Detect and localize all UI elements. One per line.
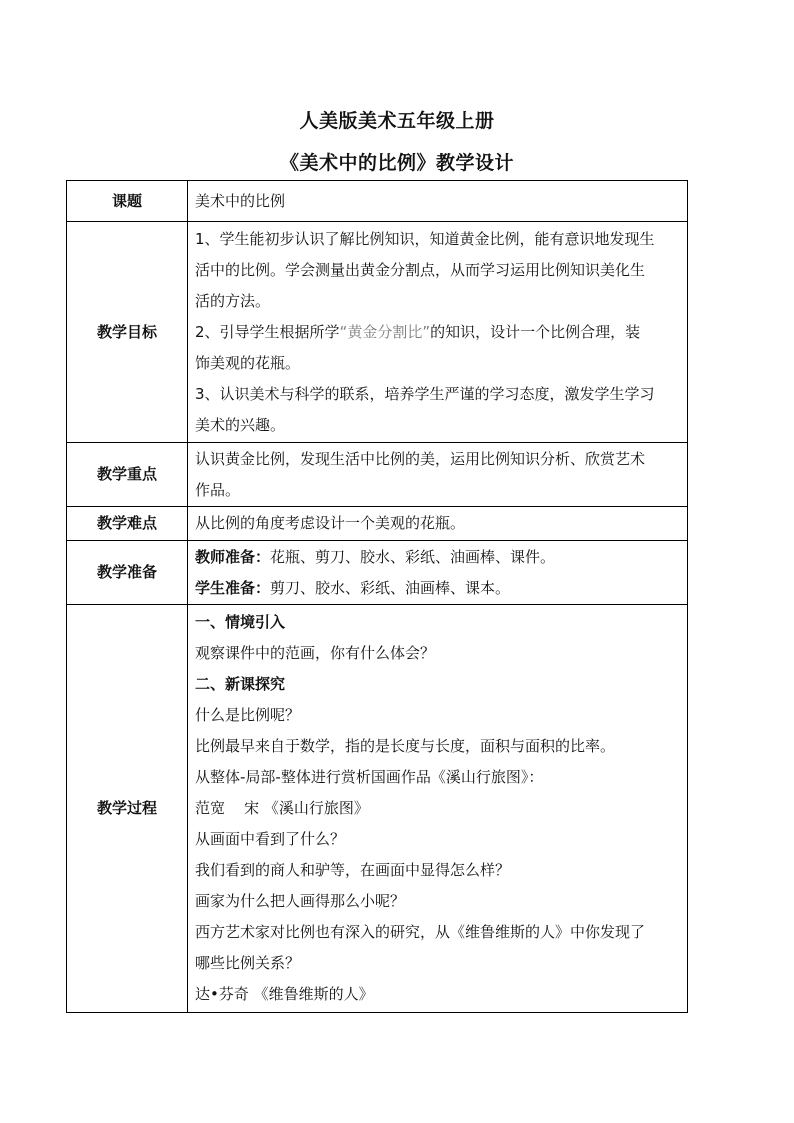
document-title: 人美版美术五年级上册 — [299, 110, 495, 132]
goal-3-line-2: 美术的兴趣。 — [195, 415, 286, 434]
process-line-3: 比例最早来自于数学，指的是长度与长度，面积与面积的比率。 — [195, 737, 616, 755]
student-prep-items: 剪刀、胶水、彩纸、油画棒、课本。 — [270, 578, 511, 597]
key-points-content — [188, 443, 688, 507]
key-points-line-1: 认识黄金比例，发现生活中比例的美，运用比例知识分析、欣赏艺术 — [195, 449, 646, 468]
table-row-prep — [67, 541, 688, 605]
section-heading-intro: 一、情境引入 — [195, 613, 286, 631]
goals-label: 教学目标 — [67, 222, 188, 443]
teacher-prep-line — [195, 542, 680, 573]
lesson-plan-table — [66, 180, 688, 1013]
teacher-prep-label: 教师准备： — [195, 547, 271, 566]
process-line-10: 达•芬奇 《维鲁维斯的人》 — [195, 985, 374, 1003]
section-heading-explore: 二、新课探究 — [195, 675, 286, 693]
topic-value: 美术中的比例 — [188, 181, 688, 222]
student-prep-label: 学生准备： — [195, 578, 271, 597]
process-label: 教学过程 — [67, 605, 188, 1013]
prep-content — [188, 541, 688, 605]
process-line-7: 我们看到的商人和驴等，在画面中显得怎么样？ — [195, 861, 511, 879]
goal-2-prefix: 2、引导学生根据所学 — [195, 322, 340, 341]
process-line-2: 什么是比例呢？ — [195, 706, 301, 724]
process-line-6: 从画面中看到了什么？ — [195, 830, 346, 848]
table-row-key-points — [67, 443, 688, 507]
student-prep-line — [195, 573, 680, 604]
key-points-label: 教学重点 — [67, 443, 188, 507]
goal-1-line-2: 活中的比例。学会测量出黄金分割点，从而学习运用比例知识美化生 — [195, 260, 646, 279]
document-subtitle: 《美术中的比例》教学设计 — [279, 152, 514, 174]
difficulty-value: 从比例的角度考虑设计一个美观的花瓶。 — [188, 507, 688, 541]
goal-1-line-3: 活的方法。 — [195, 291, 271, 310]
table-row-topic — [67, 181, 688, 222]
goal-2-suffix: 的知识，设计一个比例合理，装 — [430, 322, 641, 341]
key-points-line-2: 作品。 — [195, 480, 241, 499]
difficulty-label: 教学难点 — [67, 507, 188, 541]
process-line-8: 画家为什么把人画得那么小呢？ — [195, 892, 406, 910]
golden-ratio-highlight: “黄金分割比” — [339, 322, 431, 341]
table-row-goals — [67, 222, 688, 443]
goals-content — [188, 222, 688, 443]
goal-1-line-1: 1、学生能初步认识了解比例知识，知道黄金比例，能有意识地发现生 — [195, 229, 655, 248]
table-row-process — [67, 605, 688, 1013]
process-line-1: 观察课件中的范画，你有什么体会？ — [195, 644, 436, 662]
goal-3-line-1: 3、认识美术与科学的联系，培养学生严谨的学习态度，激发学生学习 — [195, 384, 655, 403]
process-line-4: 从整体-局部-整体进行赏析国画作品《溪山行旅图》： — [195, 768, 544, 786]
process-line-9b: 哪些比例关系？ — [195, 954, 301, 972]
goal-2-line-2: 饰美观的花瓶。 — [195, 353, 301, 372]
goal-2-line-1 — [195, 317, 680, 348]
topic-label: 课题 — [67, 181, 188, 222]
process-line-9a: 西方艺术家对比例也有深入的研究，从《维鲁维斯的人》中你发现了 — [195, 923, 646, 941]
prep-label: 教学准备 — [67, 541, 188, 605]
teacher-prep-items: 花瓶、剪刀、胶水、彩纸、油画棒、课件。 — [270, 547, 556, 566]
table-row-difficulty — [67, 507, 688, 541]
process-content — [188, 605, 688, 1013]
process-line-5: 范宽 宋 《溪山行旅图》 — [195, 799, 369, 817]
